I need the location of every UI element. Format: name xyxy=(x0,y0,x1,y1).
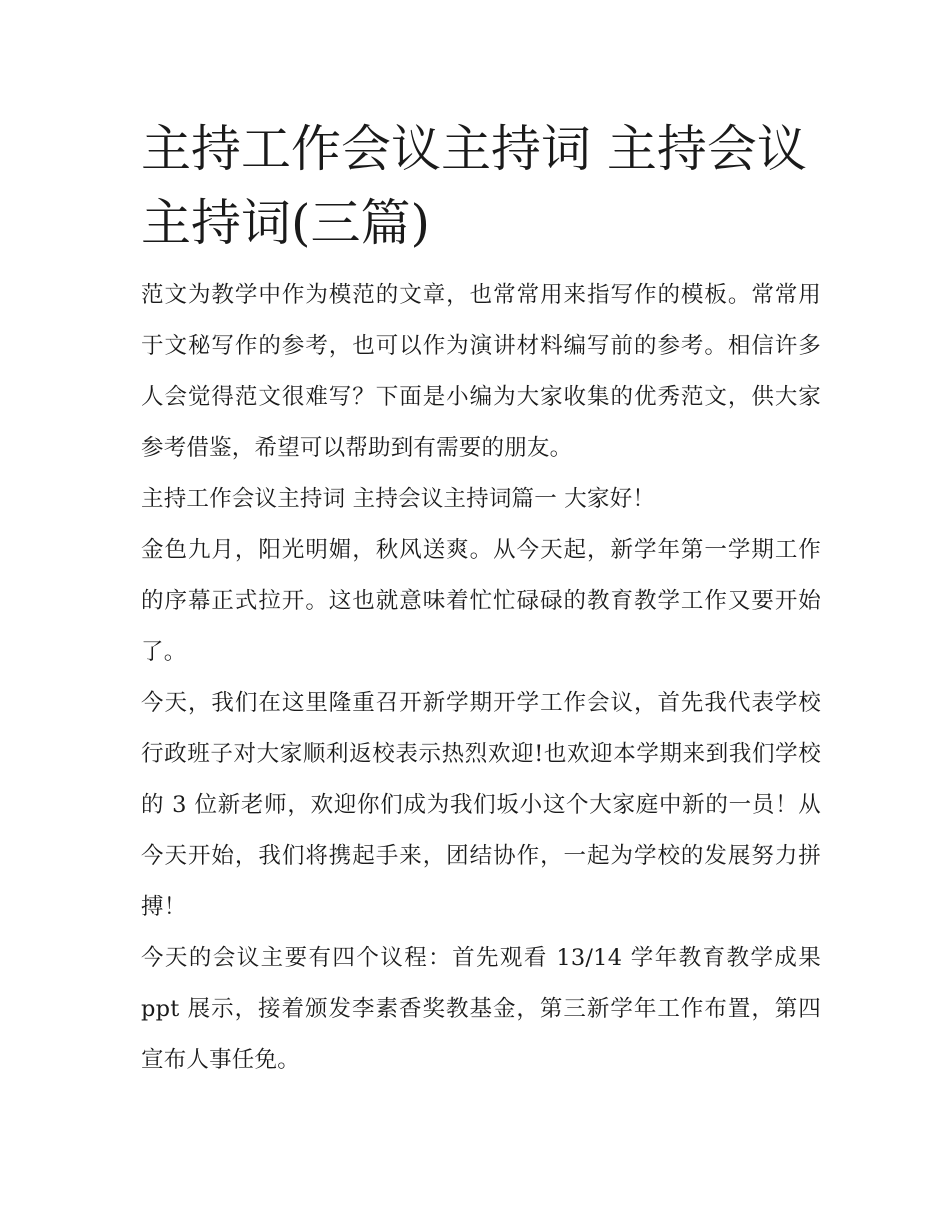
document-title: 主持工作会议主持词 主持会议主持词(三篇) xyxy=(141,120,807,252)
paragraph-intro: 范文为教学中作为模范的文章，也常常用来指写作的模板。常常用于文秘写作的参考，也可以作为演讲材料编写前的参考。相信许多人会觉得范文很难写？下面是小编为大家收集的优秀范文，供大家参考借鉴，希望可以帮助到有需要的朋友。 xyxy=(141,282,821,461)
paragraph-welcome: 今天，我们在这里隆重召开新学期开学工作会议，首先我代表学校行政班子对大家顺利返校表示热烈欢迎!也欢迎本学期来到我们学校的 3 位新老师，欢迎你们成为我们坂小这个大家庭中新的一员！从今天开始，我们将携起手来，团结协作，一起为学校的发展努力拼搏！ xyxy=(141,690,821,920)
document-content xyxy=(141,112,821,1086)
paragraph-opening: 金色九月，阳光明媚，秋风送爽。从今天起，新学年第一学期工作的序幕正式拉开。这也就意味着忙忙碌碌的教育教学工作又要开始了。 xyxy=(141,537,821,665)
paragraph-greeting: 主持工作会议主持词 主持会议主持词篇一 大家好！ xyxy=(141,486,656,512)
paragraph-agenda: 今天的会议主要有四个议程：首先观看 13/14 学年教育教学成果 ppt 展示，接着颁发李素香奖教基金，第三新学年工作布置，第四宣布人事任免。 xyxy=(141,945,821,1073)
